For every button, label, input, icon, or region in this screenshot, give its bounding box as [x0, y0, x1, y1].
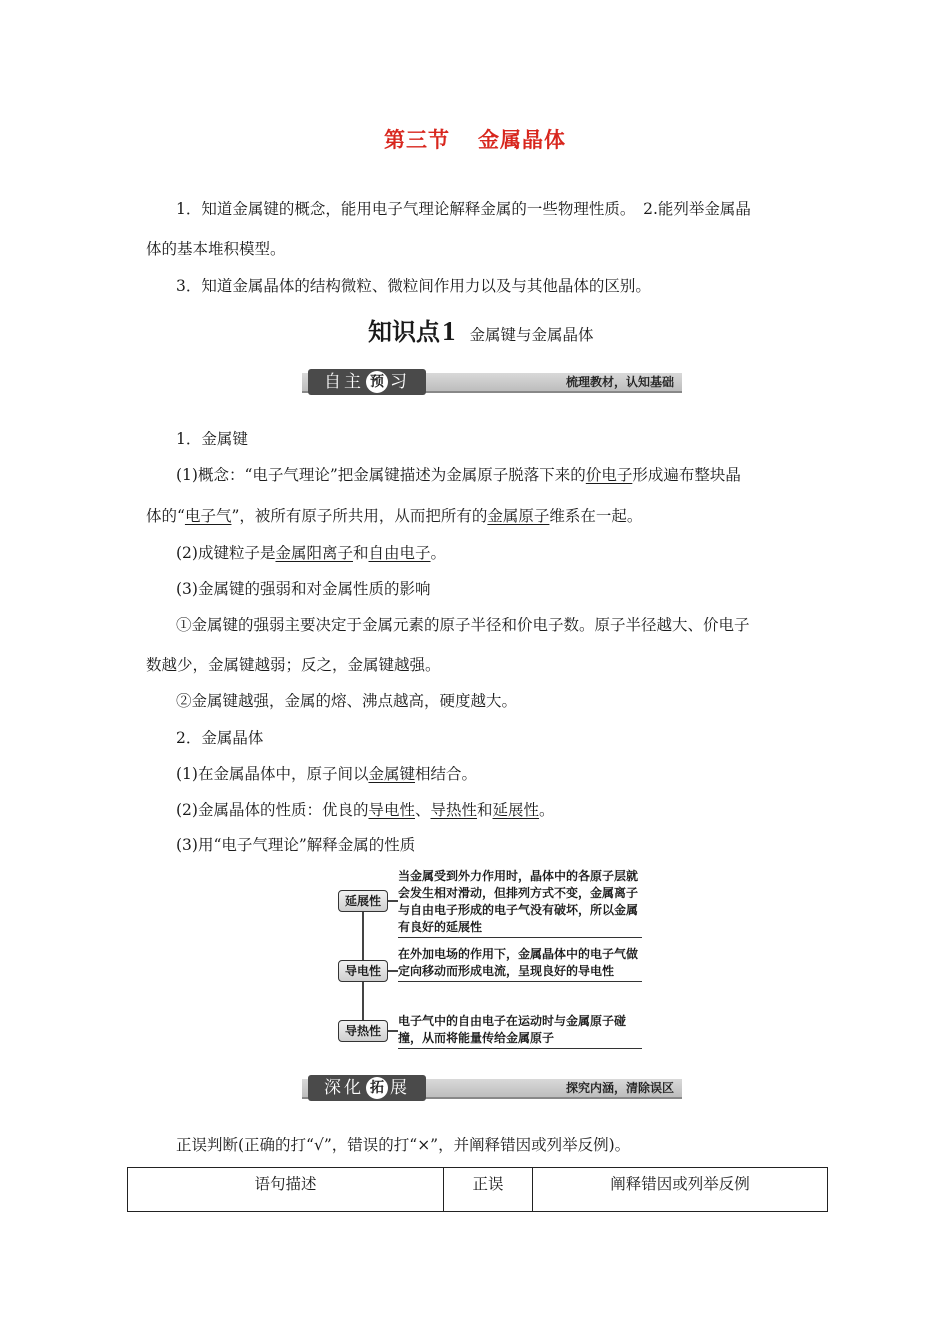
knowledge-point-number: 1 — [442, 316, 456, 346]
objective-line-2: 体的基本堆积模型。 — [146, 240, 286, 258]
node-thermal-conductivity: 导热性 — [338, 1020, 388, 1042]
paragraph-crystal-properties: (2)金属晶体的性质：优良的导电性、导热性和延展性。 — [176, 801, 555, 819]
answer-blank: 导电性 — [368, 801, 415, 819]
page-title — [0, 124, 950, 154]
section-banner-extension — [302, 1075, 682, 1101]
exercise-instructions: 正误判断(正确的打“√”，错误的打“×”，并阐释错因或列举反例)。 — [176, 1136, 631, 1154]
connector — [388, 1030, 398, 1032]
desc-conductivity: 在外加电场的作用下，金属晶体中的电子气做定向移动而形成电流，呈现良好的导电性 — [398, 946, 642, 982]
objective-line-1: 1．知道金属键的概念，能用电子气理论解释金属的一些物理性质。 2.能列举金属晶 — [176, 200, 751, 218]
desc-ductility: 当金属受到外力作用时，晶体中的各原子层就会发生相对滑动，但排列方式不变，金属离子与自由电子形成的电子气没有破坏，所以金属有良好的延展性 — [398, 868, 642, 938]
paragraph-strength-effect: ②金属键越强，金属的熔、沸点越高，硬度越大。 — [176, 692, 518, 710]
electron-gas-diagram — [338, 868, 648, 1054]
connector — [388, 900, 398, 902]
connector — [388, 970, 398, 972]
paragraph-concept-line-1: (1)概念：“电子气理论”把金属键描述为金属原子脱落下来的价电子形成遍布整块晶 — [176, 466, 741, 484]
knowledge-point-label: 知识点 — [368, 318, 440, 346]
banner-tag: 自主 预 习 — [308, 369, 426, 395]
paragraph-strength-heading: (3)金属键的强弱和对金属性质的影响 — [176, 580, 431, 598]
table-header-row — [128, 1168, 828, 1212]
objective-line-3: 3．知道金属晶体的结构微粒、微粒间作用力以及与其他晶体的区别。 — [176, 277, 651, 295]
answer-blank: 自由电子 — [368, 544, 431, 562]
heading-metallic-bond: 1．金属键 — [176, 430, 248, 448]
section-number: 第三节 — [384, 127, 450, 152]
answer-blank: 价电子 — [585, 466, 633, 484]
paragraph-strength-line-2: 数越少，金属键越弱；反之，金属键越强。 — [146, 656, 441, 674]
answer-blank: 延展性 — [492, 801, 540, 819]
paragraph-crystal-bond: (1)在金属晶体中，原子间以金属键相结合。 — [176, 765, 477, 783]
paragraph-strength-line-1: ①金属键的强弱主要决定于金属元素的原子半径和价电子数。原子半径越大、价电子 — [176, 616, 750, 634]
desc-thermal-conductivity: 电子气中的自由电子在运动时与金属原子碰撞，从而将能量传给金属原子 — [398, 1013, 642, 1049]
section-title: 金属晶体 — [478, 127, 566, 152]
answer-blank: 金属原子 — [487, 507, 550, 525]
banner-tag: 深化 拓 展 — [308, 1075, 426, 1101]
paragraph-bonding-particles: (2)成键粒子是金属阳离子和自由电子。 — [176, 544, 447, 562]
banner-subtitle: 探究内涵，清除误区 — [565, 1081, 674, 1095]
banner-subtitle: 梳理教材，认知基础 — [565, 375, 674, 389]
answer-blank: 电子气 — [184, 507, 232, 525]
paragraph-electron-gas-explain: (3)用“电子气理论”解释金属的性质 — [176, 836, 416, 854]
banner-circle-badge: 拓 — [366, 1077, 388, 1099]
judgment-table — [127, 1167, 828, 1212]
answer-blank: 金属键 — [368, 765, 415, 783]
node-ductility: 延展性 — [338, 890, 388, 912]
knowledge-point-heading — [368, 312, 594, 347]
banner-circle-badge: 预 — [366, 371, 388, 393]
table-header-statement: 语句描述 — [128, 1168, 444, 1212]
table-header-correctness: 正误 — [444, 1168, 533, 1212]
answer-blank: 金属阳离子 — [275, 544, 353, 562]
knowledge-point-topic: 金属键与金属晶体 — [469, 326, 594, 344]
paragraph-concept-line-2: 体的“电子气”，被所有原子所共用，从而把所有的金属原子维系在一起。 — [146, 507, 643, 525]
table-header-explanation: 阐释错因或列举反例 — [533, 1168, 828, 1212]
node-conductivity: 导电性 — [338, 960, 388, 982]
answer-blank: 导热性 — [430, 801, 478, 819]
heading-metallic-crystal: 2．金属晶体 — [176, 729, 264, 747]
section-banner-preview — [302, 369, 682, 395]
